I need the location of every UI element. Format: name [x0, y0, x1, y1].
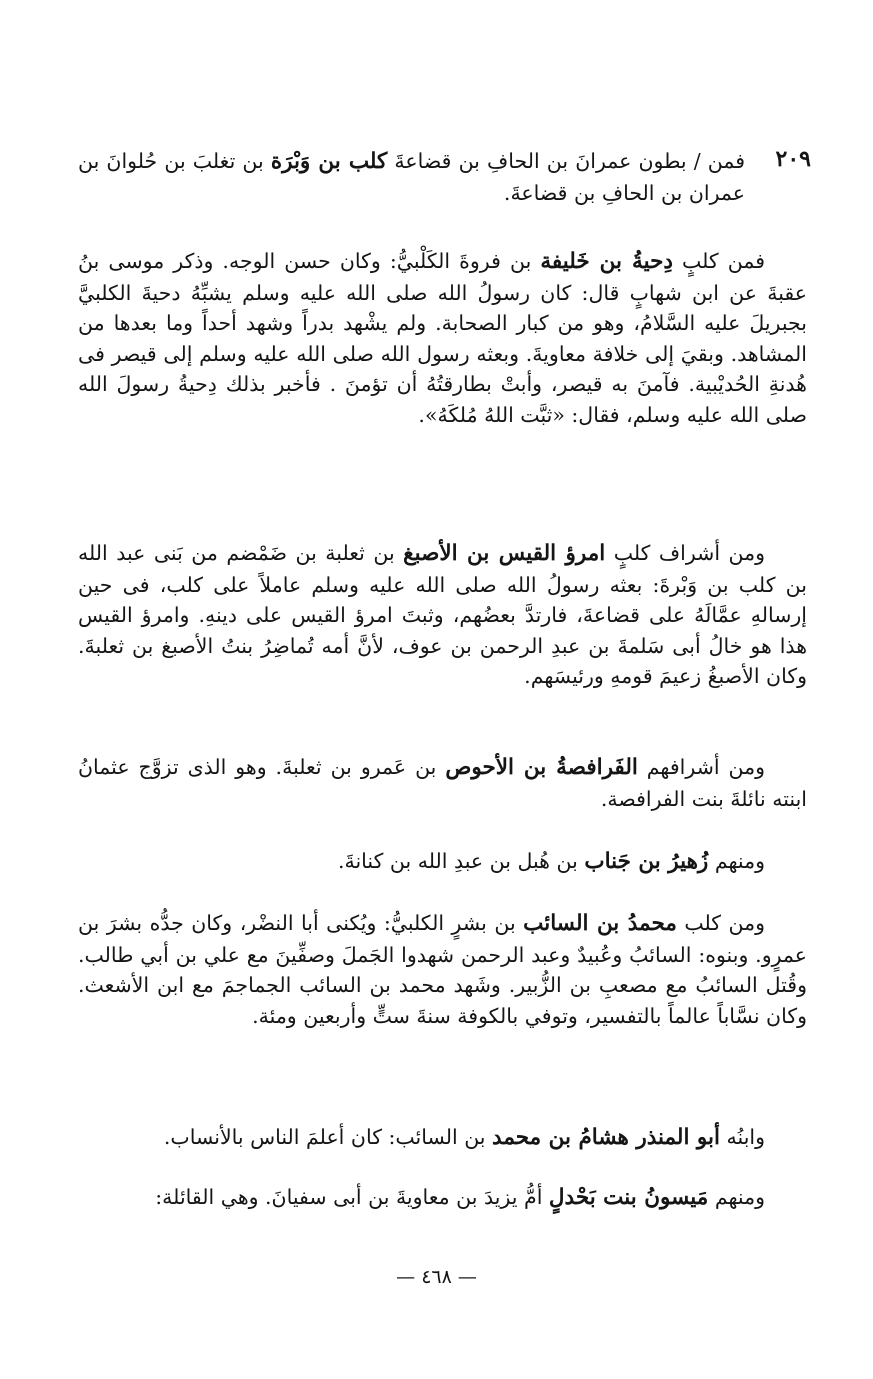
bold-name: الفَرافصةُ بن الأحوص — [445, 755, 638, 780]
text-segment: فمن كلبٍ — [672, 249, 765, 273]
text-segment: بن فروةَ الكَلْبيُّ: وكان حسن الوجه. وذكر موسى بنُ عقبةَ عن ابن شهابٍ قال: كان رسولُ الله صلى الله عليه وسلم يشبِّهُ دحيةَ الكلبيَّ بجبريلَ عليه السَّلامُ، وهو من كبار الصحابة. ولم يشْهد بدراً وشهد أحداً وما بعدها من المشاهد. وبقيَ إلى خلافة معاويةَ. وبعثه رسول الله صلى الله عليه وسلم إلى قيصر فى هُدنةِ الحُديْبية. فآمنَ به قيصر، وأبتْ بطارقتُهُ أن تؤمنَ . فأخبر بذلك دِحيةُ رسولَ الله صلى الله عليه وسلم، فقال: «ثبَّت اللهُ مُلكَهُ». — [78, 249, 807, 427]
text-segment: بن عَمرو بن ثعلبةَ. وهو الذى تزوَّج عثمانُ ابنته نائلةَ بنت الفرافصة. — [78, 755, 807, 811]
page-number: — ٤٦٨ — — [396, 1266, 477, 1288]
text-segment: بن تغلبَ بن حُلوانَ بن عمران بن الحافِ بن قضاعةَ. — [78, 149, 745, 205]
text-segment: فمن / بطون عمرانَ بن الحافِ بن قضاعةَ — [387, 149, 746, 173]
paragraph — [78, 908, 807, 1031]
bold-name: زُهيرُ بن جَناب — [584, 849, 709, 874]
bold-name: كلب بن وَبْرَة — [270, 149, 388, 174]
margin-entry-number: ٢٠٩ — [775, 146, 811, 172]
paragraph — [78, 846, 807, 878]
text-segment: ومنهم — [708, 849, 765, 873]
text-segment: ومنهم — [708, 1185, 765, 1209]
bold-name: مَيسونُ بنت بَحْدلٍ — [548, 1185, 709, 1210]
text-segment: بن السائب: كان أعلمَ الناس بالأنساب. — [163, 1125, 493, 1149]
bold-name: امرؤ القيس بن الأصبغ — [403, 541, 606, 566]
text-segment: ومن كلب — [676, 911, 766, 935]
bold-name: أبو المنذر هشامُ بن محمد — [492, 1125, 720, 1150]
text-segment: ومن أشراف كلبٍ — [605, 541, 766, 565]
paragraph — [78, 246, 807, 430]
text-segment: بن ثعلبة بن ضَمْضم من بَنى عبد الله بن كلب بن وَبْرةَ: بعثه رسولُ الله صلى الله عليه وسلم عاملاً على كلب، فى حين إرسالهِ عمَّالَهُ على قضاعةَ، فارتدَّ بعضُهم، وثبتَ امرؤ القيس على دينهِ. وامرؤ القيس هذا هو خالُ أبى سَلمةَ بن عبدِ الرحمن بن عوف، لأنَّ أمه تُماضِرُ بنتُ الأصبغ بن ثعلبةَ. وكان الأصبغُ زعيمَ قومهِ ورئيسَهم. — [78, 541, 807, 688]
bold-name: دِحيةُ بن خَليفة — [540, 249, 673, 274]
paragraph — [78, 1122, 807, 1154]
text-segment: بن بشرٍ الكلبيُّ: ويُكنى أبا النضْر، وكان جدُّه بشرَ بن عمرٍو. وبنوه: السائبُ وعُبيدٌ وعبد الرحمن شهدوا الجَملَ وصفِّينَ مع علي بن أبي طالب. وقُتل السائبُ مع مصعبِ بن الزُّبير. وشَهد محمد بن السائب الجماجمَ مع ابن الأشعث. وكان نسَّاباً عالماً بالتفسير، وتوفي بالكوفة سنةَ ستٍّ وأربعين ومئة. — [78, 911, 807, 1028]
text-segment: ومن أشرافهم — [637, 755, 765, 779]
text-segment: أمُّ يزيدَ بن معاويةَ بن أبى سفيانَ. وهي القائلة: — [155, 1185, 549, 1209]
paragraph — [78, 1182, 807, 1214]
paragraph — [78, 538, 807, 692]
paragraph — [78, 146, 807, 208]
paragraph — [78, 752, 807, 814]
text-segment: بن هُبل بن عبدِ الله بن كنانةَ. — [337, 849, 585, 873]
text-segment: وابنُه — [720, 1125, 765, 1149]
bold-name: محمدُ بن السائب — [523, 911, 677, 936]
